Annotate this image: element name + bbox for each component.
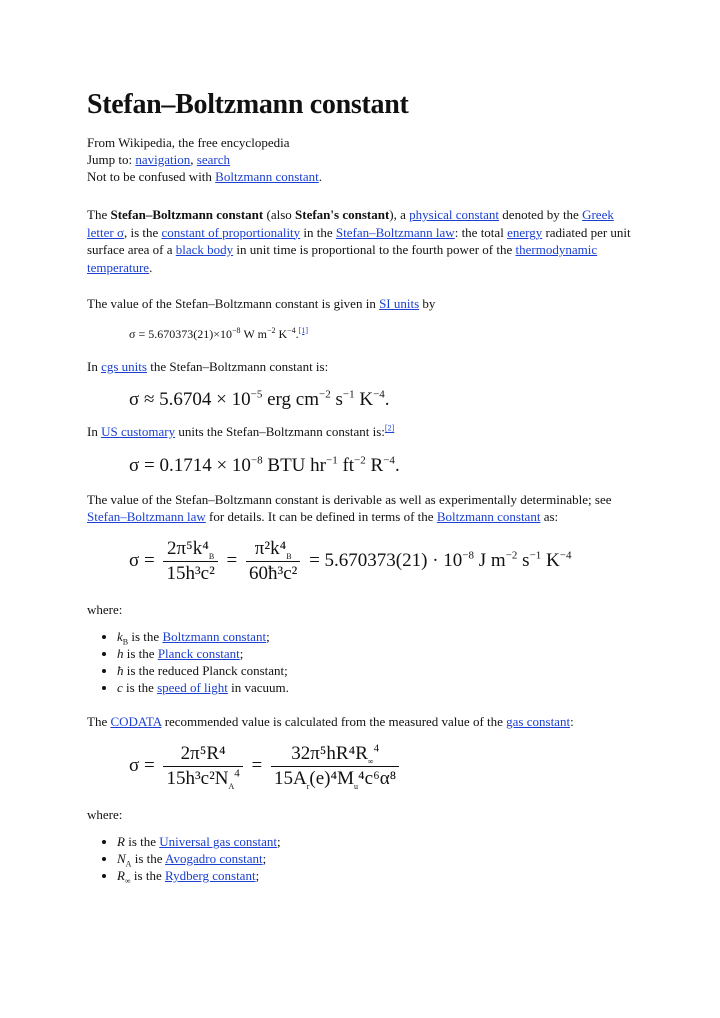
- text: ;: [276, 834, 281, 849]
- fraction-numerator: [163, 538, 217, 562]
- text: ), a: [389, 207, 410, 222]
- text: by: [419, 296, 436, 311]
- planck-constant-link[interactable]: Planck constant: [157, 646, 240, 661]
- boltzmann-constant-link[interactable]: Boltzmann constant: [436, 509, 541, 524]
- us-customary-link[interactable]: US customary: [101, 424, 176, 439]
- boltzmann-constant-link[interactable]: Boltzmann constant: [215, 169, 319, 184]
- text: is the reduced Planck constant;: [123, 663, 288, 678]
- text: in vacuum.: [227, 680, 289, 695]
- text: .: [149, 259, 153, 275]
- eq-lhs: σ =: [129, 754, 155, 776]
- where-label: where:: [87, 601, 123, 617]
- text: denoted by the: [499, 207, 583, 222]
- text: The value of the Stefan–Boltzmann constant is given in: [87, 296, 380, 311]
- eq-exp: −4: [559, 549, 572, 562]
- fraction: [246, 538, 300, 585]
- eq-text: 15A: [274, 767, 307, 789]
- from-line: From Wikipedia, the free encyclopedia: [87, 135, 290, 150]
- eq-exp: −2: [505, 549, 518, 562]
- symbol: N: [117, 851, 126, 866]
- text: In: [87, 424, 102, 439]
- codata-paragraph: [87, 713, 632, 731]
- text: :: [570, 714, 574, 729]
- energy-link[interactable]: energy: [507, 224, 543, 240]
- hatnote: [87, 168, 632, 185]
- jump-line: [87, 151, 632, 168]
- symbol: c: [117, 680, 123, 695]
- eq-exp: −4: [383, 454, 395, 467]
- list-item: [117, 628, 632, 645]
- gas-constant-link[interactable]: gas constant: [506, 714, 571, 729]
- fraction-numerator: [246, 538, 300, 562]
- eq-sub: u: [354, 781, 359, 791]
- jump-prefix: Jump to:: [87, 152, 133, 167]
- text: The: [87, 207, 111, 222]
- text: radiated per unit surface area of a: [87, 224, 631, 257]
- physical-constant-link[interactable]: physical constant: [409, 207, 500, 222]
- text: the Stefan–Boltzmann constant is:: [146, 358, 329, 374]
- symbol: ħ: [117, 663, 124, 678]
- text: is the: [123, 646, 158, 661]
- hatnote-prefix: Not to be confused with: [87, 169, 212, 184]
- text: The: [87, 714, 111, 729]
- eq-exp: −1: [325, 454, 338, 467]
- eq-exp: −4: [287, 325, 296, 335]
- speed-of-light-link[interactable]: speed of light: [157, 680, 228, 695]
- eq-text: J m: [474, 549, 506, 571]
- text: The value of the Stefan–Boltzmann constant is derivable as well as experimentally determinable; see: [87, 491, 612, 507]
- eq-text: K: [354, 389, 374, 410]
- fraction-denominator: 60ħ³c²: [249, 562, 298, 584]
- text: is the: [122, 680, 158, 695]
- text: units the Stefan–Boltzmann constant is:: [175, 424, 385, 439]
- eq-text: π²k⁴: [254, 537, 287, 559]
- symbol-list-1: [87, 628, 632, 696]
- eq-text: ft: [337, 454, 355, 476]
- eq-text: σ = 5.670373(21)×10: [129, 326, 232, 341]
- reference-2-link[interactable]: [2]: [384, 423, 395, 433]
- text: in unit time is proportional to the fourth power of the: [233, 242, 516, 257]
- bold-term: Stefan–Boltzmann constant: [110, 207, 264, 222]
- eq-exp: −8: [462, 549, 475, 562]
- eq-text: 32π⁵hR⁴R: [291, 742, 368, 764]
- eq-exp: −2: [354, 454, 366, 467]
- fraction-denominator: [271, 767, 399, 790]
- text: ;: [266, 629, 270, 644]
- symbol: R: [117, 834, 125, 849]
- derivable-paragraph: [87, 491, 632, 526]
- where-label: where:: [87, 806, 123, 822]
- eq-text: = 5.670373(21) · 10: [309, 549, 463, 571]
- fraction: [163, 743, 242, 790]
- eq-text: s: [517, 549, 530, 571]
- fraction: [163, 538, 217, 585]
- eq-text: 2π⁵k⁴: [167, 537, 209, 559]
- bold-term: Stefan's constant: [295, 207, 390, 222]
- eq-text: K: [275, 326, 288, 341]
- eq-text: ⁴c⁶α⁸: [358, 767, 397, 789]
- text: (also: [263, 207, 296, 222]
- eq-text: .: [384, 389, 390, 410]
- stefan-boltzmann-law-link[interactable]: Stefan–Boltzmann law: [87, 509, 206, 524]
- list-item: [117, 833, 632, 850]
- eq-sub: B: [208, 551, 215, 561]
- main-equation: [129, 538, 632, 585]
- eq-sub: ∞: [367, 756, 374, 766]
- article: [87, 88, 632, 884]
- eq-text: .: [295, 326, 299, 341]
- symbol: k: [117, 629, 123, 644]
- text: ;: [262, 851, 267, 866]
- eq-text: R: [365, 454, 384, 476]
- text: ;: [239, 646, 244, 661]
- avogadro-constant-link[interactable]: Avogadro constant: [165, 851, 263, 866]
- eq-lhs: σ =: [129, 549, 155, 571]
- fraction-denominator: 15h³c²: [166, 562, 215, 584]
- text: recommended value is calculated from the measured value of the: [161, 714, 507, 729]
- text: , is the: [123, 224, 162, 240]
- eq-text: W m: [240, 326, 267, 341]
- reference-1-link[interactable]: [1]: [298, 325, 308, 335]
- symbol-list-2: [87, 833, 632, 884]
- text: for details. It can be defined in terms of the: [205, 509, 437, 524]
- eq-text: =: [226, 549, 238, 571]
- eq-exp: 4: [234, 767, 240, 780]
- text: is the: [124, 834, 160, 849]
- list-item: [117, 850, 632, 867]
- page-title: Stefan–Boltzmann constant: [87, 89, 409, 120]
- text: In: [87, 358, 102, 374]
- symbol-sub: A: [125, 859, 132, 869]
- text: in the: [300, 224, 336, 240]
- eq-exp: −2: [319, 388, 331, 401]
- eq-sub: r: [306, 781, 310, 791]
- eq-text: σ ≈ 5.6704 × 10: [129, 389, 251, 410]
- thermodynamic-temperature-link[interactable]: thermodynamic temperature: [87, 242, 598, 275]
- codata-equation: [129, 743, 632, 790]
- stefan-boltzmann-law-link[interactable]: Stefan–Boltzmann law: [335, 224, 455, 240]
- navigation-link[interactable]: navigation: [135, 152, 191, 167]
- cgs-paragraph: [87, 358, 632, 376]
- symbol: R: [117, 868, 125, 883]
- codata-link[interactable]: CODATA: [110, 714, 162, 729]
- fraction: [271, 743, 399, 790]
- fraction-denominator: [163, 767, 242, 790]
- text: is the: [131, 851, 166, 866]
- greek-letter-link[interactable]: Greek letter σ: [87, 207, 614, 240]
- eq-text: BTU hr: [262, 454, 326, 476]
- eq-sub: B: [286, 551, 292, 561]
- hatnote-suffix: .: [318, 169, 323, 184]
- eq-exp: −8: [232, 325, 241, 335]
- black-body-link[interactable]: black body: [175, 242, 234, 257]
- eq-text: σ = 0.1714 × 10: [129, 454, 251, 476]
- list-item: [117, 867, 632, 884]
- rydberg-constant-link[interactable]: Rydberg constant: [164, 868, 256, 883]
- proportionality-link[interactable]: constant of proportionality: [161, 224, 301, 240]
- text: ;: [255, 868, 260, 883]
- eq-sub: A: [228, 781, 235, 791]
- eq-exp: −1: [342, 388, 355, 401]
- symbol-sub: ∞: [124, 876, 131, 886]
- eq-text: (e)⁴M: [309, 767, 355, 789]
- jump-comma: ,: [190, 152, 194, 167]
- list-item: [117, 645, 632, 662]
- si-paragraph: [87, 295, 632, 313]
- eq-exp: −1: [529, 549, 542, 562]
- eq-text: K: [541, 549, 560, 571]
- eq-exp: −4: [373, 388, 385, 401]
- symbol-sub: B: [122, 637, 129, 647]
- list-item: [117, 679, 632, 696]
- us-equation: [129, 455, 632, 477]
- list-item: [117, 662, 632, 679]
- eq-exp: −2: [266, 325, 276, 335]
- text: is the: [128, 629, 163, 644]
- eq-text: =: [251, 754, 263, 776]
- intro-paragraph: [87, 206, 632, 276]
- eq-exp: −5: [250, 388, 263, 401]
- search-link[interactable]: search: [196, 152, 230, 167]
- cgs-units-link[interactable]: cgs units: [101, 358, 147, 374]
- si-equation: [129, 327, 632, 342]
- text: as:: [540, 509, 559, 524]
- eq-text: s: [330, 389, 343, 410]
- eq-exp: −8: [250, 454, 263, 467]
- eq-text: 15h³c²N: [166, 767, 229, 789]
- universal-gas-constant-link[interactable]: Universal gas constant: [159, 834, 277, 849]
- eq-exp: 4: [373, 742, 380, 755]
- eq-text: .: [394, 454, 400, 476]
- text: : the total: [454, 224, 508, 240]
- fraction-numerator: 2π⁵R⁴: [163, 743, 242, 767]
- cgs-equation: [129, 389, 632, 411]
- fraction-numerator: [271, 743, 399, 767]
- eq-text: erg cm: [262, 389, 319, 410]
- boltzmann-constant-link[interactable]: Boltzmann constant: [162, 629, 267, 644]
- text: is the: [130, 868, 165, 883]
- us-paragraph: [87, 423, 632, 441]
- si-units-link[interactable]: SI units: [379, 296, 420, 311]
- symbol: h: [117, 646, 124, 661]
